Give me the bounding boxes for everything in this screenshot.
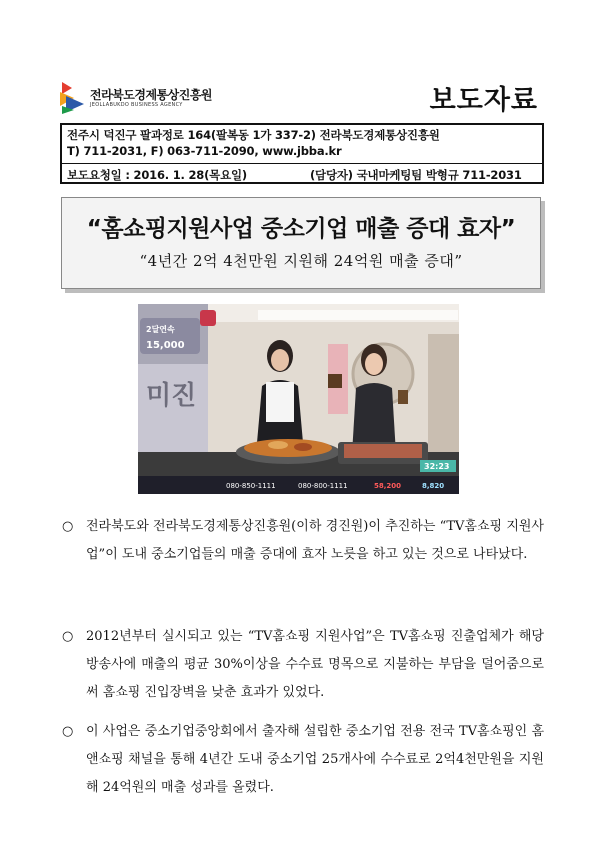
- paragraph-text: 이 사업은 중소기업중앙회에서 출자해 설립한 중소기업 전용 전국 TV홈쇼핑인 홈앤쇼핑 채널을 통해 4년간 도내 중소기업 25개사에 수수료로 2억4천만원을 지원해 24억원의 매출 성과를 올렸다.: [86, 724, 544, 795]
- broadcast-scene-image: [138, 304, 459, 494]
- broadcast-price-1: 58,200: [374, 482, 402, 490]
- paragraph-bullet: ○: [62, 724, 74, 739]
- header-info-box: [60, 123, 544, 184]
- headline-box: [61, 197, 541, 289]
- paragraph-bullet: ○: [62, 629, 74, 644]
- paragraph-bullet: ○: [62, 519, 74, 534]
- promo-badge-text: 2달연속: [146, 325, 175, 334]
- header-divider: [62, 163, 542, 164]
- agency-logo-mark-icon: [58, 80, 86, 114]
- agency-name: 전라북도경제통상진흥원: [90, 88, 213, 102]
- paragraph-text: 2012년부터 실시되고 있는 “TV홈쇼핑 지원사업”은 TV홈쇼핑 진출업체가 해당 방송사에 매출의 평균 30%이상을 수수료 명목으로 지불하는 부담을 덜어줌으로써 홈쇼핑 진입장벽을 낮춘 효과가 있었다.: [86, 629, 544, 700]
- agency-contact: T) 711-2031, F) 063-711-2090, www.jbba.kr: [67, 144, 342, 158]
- broadcast-phone-1: 080-850-1111: [226, 482, 276, 490]
- body-paragraph: [62, 718, 544, 802]
- sub-headline: “4년간 2억 4천만원 지원해 24억원 매출 증대”: [139, 252, 463, 270]
- paragraph-text: 전라북도와 전라북도경제통상진흥원(이하 경진원)이 추진하는 “TV홈쇼핑 지원사업”이 도내 중소기업들의 매출 증대에 효자 노릇을 하고 있는 것으로 나타났다.: [86, 519, 544, 562]
- broadcast-timer: 32:23: [424, 462, 450, 471]
- agency-address: 전주시 덕진구 팔과정로 164(팔복동 1가 337-2) 전라북도경제통상진흥원: [67, 128, 440, 142]
- broadcast-price-2: 8,820: [422, 482, 445, 490]
- body-paragraph: [62, 623, 544, 707]
- agency-logo: [58, 80, 228, 120]
- release-request-date: 보도요청일 : 2016. 1. 28(목요일): [67, 168, 247, 182]
- home-shopping-broadcast-photo: [138, 304, 459, 494]
- broadcast-phone-2: 080-800-1111: [298, 482, 348, 490]
- backdrop-brand-text: 미진: [146, 381, 197, 411]
- document-type-title: 보도자료: [429, 85, 538, 116]
- promo-badge-price: 15,000: [146, 340, 185, 351]
- headline: “홈쇼핑지원사업 중소기업 매출 증대 효자”: [86, 216, 516, 242]
- body-paragraph: [62, 513, 544, 569]
- contact-manager: (담당자) 국내마케팅팀 박형규 711-2031: [310, 168, 522, 182]
- agency-name-en: JEOLLABUKDO BUSINESS AGENCY: [90, 102, 183, 108]
